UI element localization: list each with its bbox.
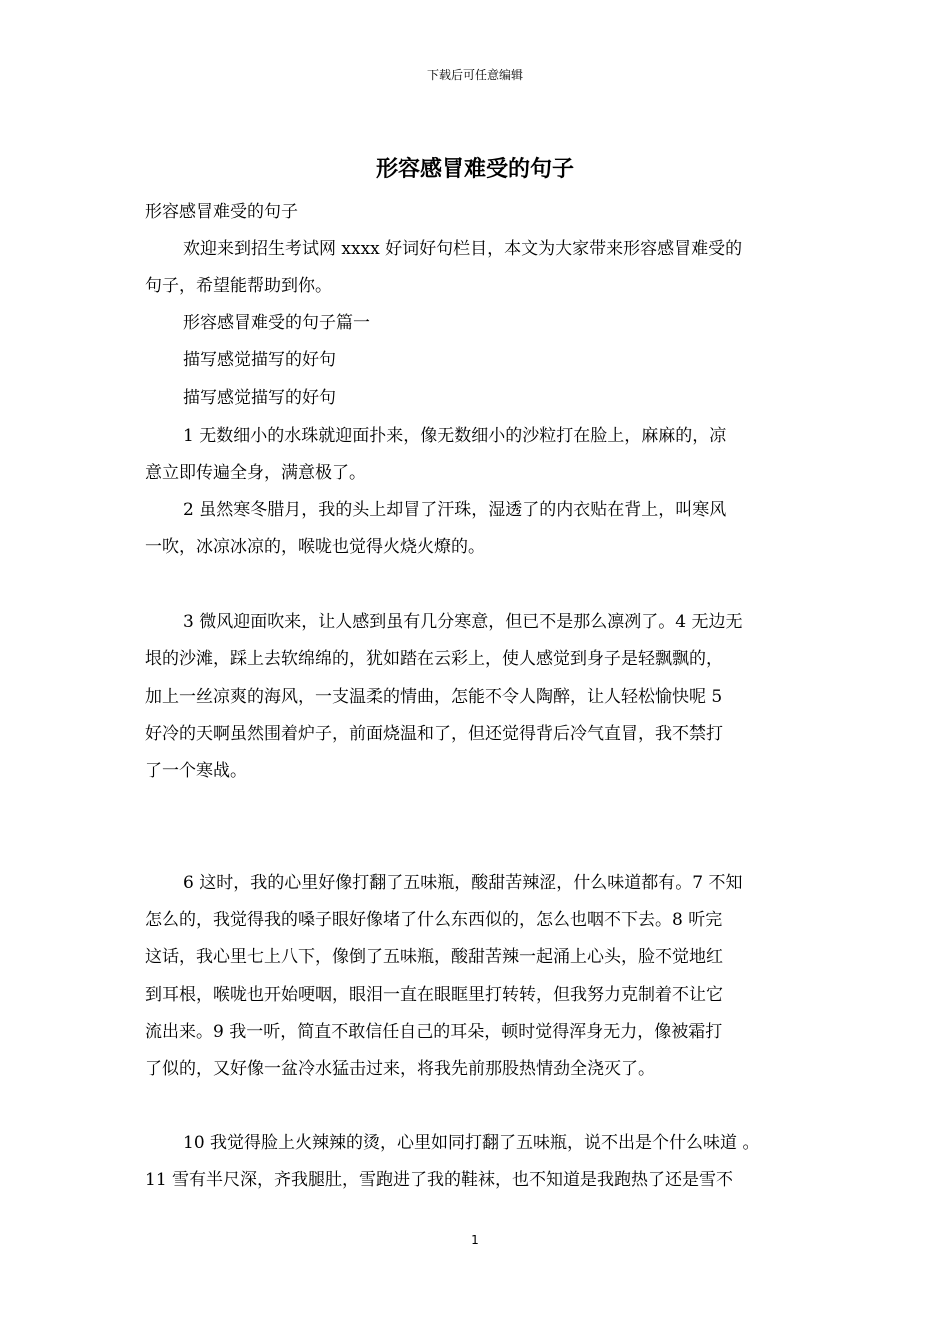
document-title: 形容感冒难受的句子 [375,156,574,182]
paragraph-line: 10 我觉得脸上火辣辣的烫，心里如同打翻了五味瓶，说不出是个什么味道 。 [183,1133,760,1153]
paragraph-line: 1 无数细小的水珠就迎面扑来，像无数细小的沙粒打在脸上，麻麻的，凉 [183,426,727,446]
paragraph-line: 欢迎来到招生考试网 xxxx 好词好句栏目，本文为大家带来形容感冒难受的 [183,239,743,259]
paragraph-line: 了似的，又好像一盆冷水猛击过来，将我先前那股热情劲全浇灭了。 [145,1059,655,1079]
paragraph-line: 意立即传遍全身，满意极了。 [145,463,366,483]
paragraph-line: 11 雪有半尺深，齐我腿肚，雪跑进了我的鞋袜，也不知道是我跑热了还是雪不 [145,1170,734,1190]
paragraph-line: 这话，我心里七上八下，像倒了五味瓶，酸甜苦辣一起涌上心头，脸不觉地红 [145,947,723,967]
paragraph-line: 描写感觉描写的好句 [183,350,336,370]
paragraph-line: 垠的沙滩，踩上去软绵绵的，犹如踏在云彩上，使人感觉到身子是轻飘飘的， [145,649,723,669]
paragraph-line: 怎么的，我觉得我的嗓子眼好像堵了什么东西似的，怎么也咽不下去。8 听完 [145,910,723,930]
paragraph-line: 6 这时，我的心里好像打翻了五味瓶，酸甜苦辣涩，什么味道都有。7 不知 [183,873,743,893]
paragraph-line: 一吹，冰凉冰凉的，喉咙也觉得火烧火燎的。 [145,537,485,557]
page-number: 1 [471,1233,479,1247]
subtitle-line: 形容感冒难受的句子 [145,202,298,222]
section-heading: 形容感冒难受的句子篇一 [183,313,370,333]
paragraph-line: 流出来。9 我一听，简直不敢信任自己的耳朵，顿时觉得浑身无力，像被霜打 [145,1022,723,1042]
paragraph-line: 3 微风迎面吹来，让人感到虽有几分寒意，但已不是那么凛冽了。4 无边无 [183,612,743,632]
paragraph-line: 句子，希望能帮助到你。 [145,276,332,296]
paragraph-line: 描写感觉描写的好句 [183,388,336,408]
paragraph-line: 2 虽然寒冬腊月，我的头上却冒了汗珠，湿透了的内衣贴在背上，叫寒风 [183,500,727,520]
paragraph-line: 加上一丝凉爽的海风，一支温柔的情曲，怎能不令人陶醉，让人轻松愉快呢 5 [145,687,723,707]
page-header: 下载后可任意编辑 [426,68,523,82]
paragraph-line: 到耳根，喉咙也开始哽咽，眼泪一直在眼眶里打转转，但我努力克制着不让它 [145,985,723,1005]
paragraph-line: 好冷的天啊虽然围着炉子，前面烧温和了，但还觉得背后冷气直冒，我不禁打 [145,724,723,744]
paragraph-line: 了一个寒战。 [145,761,247,781]
